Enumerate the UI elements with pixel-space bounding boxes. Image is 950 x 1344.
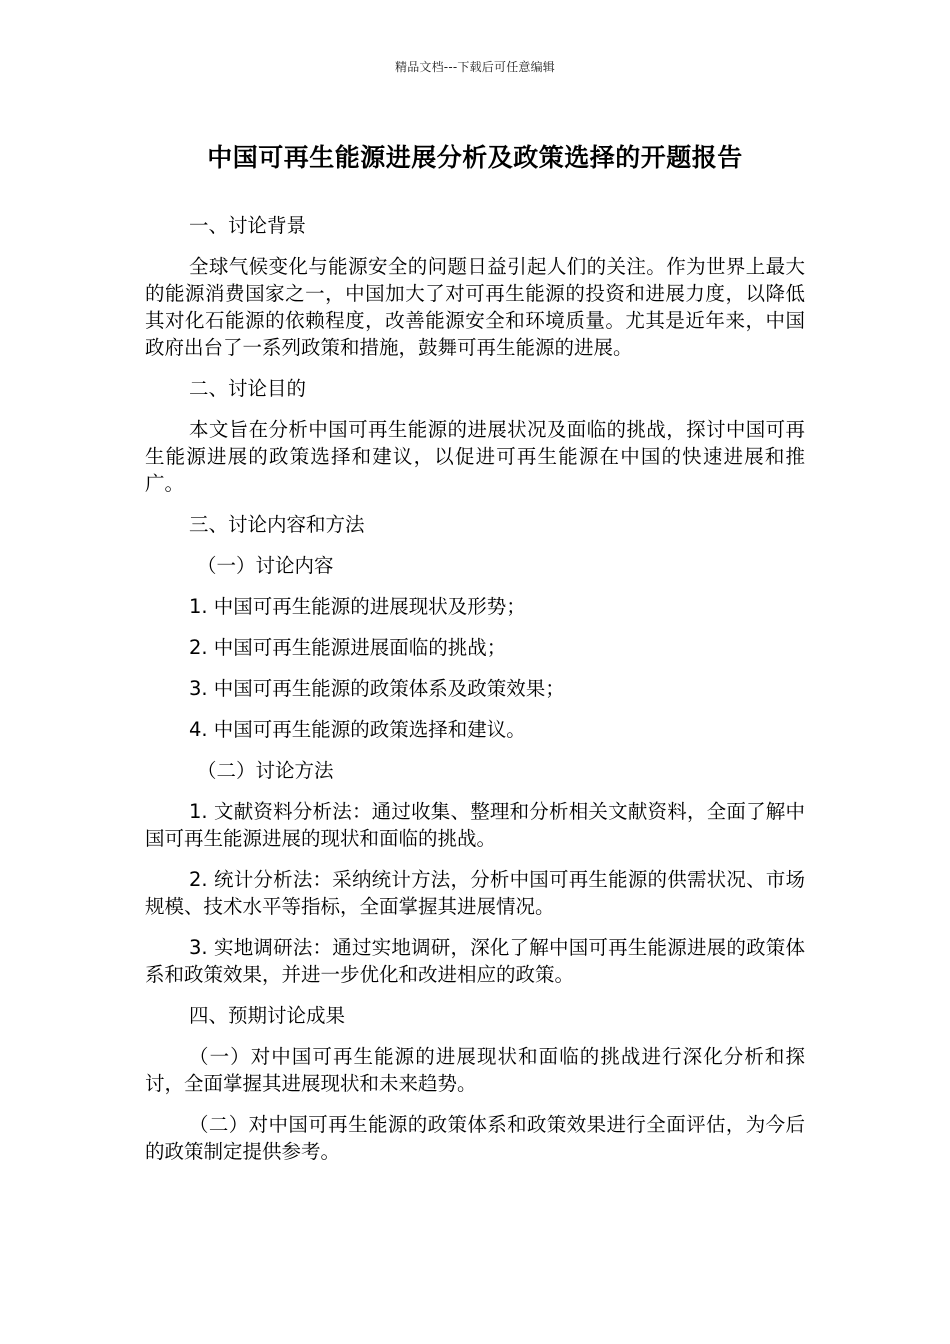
- subheading-method: （二）讨论方法: [197, 759, 334, 782]
- header-note: 精品文档---下载后可任意编辑: [395, 60, 555, 74]
- document-title: 中国可再生能源进展分析及政策选择的开题报告: [207, 143, 743, 172]
- content-item: 4. 中国可再生能源的政策选择和建议。: [189, 718, 526, 741]
- method-item: 2. 统计分析法：采纳统计方法，分析中国可再生能源的供需状况、市场规模、技术水平等指标，全面掌握其进展情况。: [145, 868, 805, 918]
- method-item: 3. 实地调研法：通过实地调研，深化了解中国可再生能源进展的政策体系和政策效果，并进一步优化和改进相应的政策。: [145, 936, 805, 986]
- section-heading-background: 一、讨论背景: [189, 214, 307, 237]
- content-item: 1. 中国可再生能源的进展现状及形势；: [189, 595, 526, 618]
- section-heading-purpose: 二、讨论目的: [189, 377, 307, 400]
- document-body: [145, 212, 805, 1179]
- background-paragraph: 全球气候变化与能源安全的问题日益引起人们的关注。作为世界上最大的能源消费国家之一，中国加大了对可再生能源的投资和进展力度，以降低其对化石能源的依赖程度，改善能源安全和环境质量。尤其是近年来，中国政府出台了一系列政策和措施，鼓舞可再生能源的进展。: [145, 255, 805, 359]
- section-heading-expected-results: 四、预期讨论成果: [189, 1004, 346, 1027]
- content-item: 2. 中国可再生能源进展面临的挑战；: [189, 636, 507, 659]
- method-item: 1. 文献资料分析法：通过收集、整理和分析相关文献资料，全面了解中国可再生能源进展的现状和面临的挑战。: [145, 800, 805, 850]
- section-heading-content-method: 三、讨论内容和方法: [189, 513, 365, 536]
- purpose-paragraph: 本文旨在分析中国可再生能源的进展状况及面临的挑战，探讨中国可再生能源进展的政策选择和建议，以促进可再生能源在中国的快速进展和推广。: [145, 418, 805, 495]
- expected-result-item: （二）对中国可再生能源的政策体系和政策效果进行全面评估，为今后的政策制定提供参考。: [145, 1113, 805, 1163]
- expected-result-item: （一）对中国可再生能源的进展现状和面临的挑战进行深化分析和探讨，全面掌握其进展现状和未来趋势。: [145, 1045, 805, 1095]
- subheading-content: （一）讨论内容: [197, 554, 334, 577]
- content-item: 3. 中国可再生能源的政策体系及政策效果；: [189, 677, 565, 700]
